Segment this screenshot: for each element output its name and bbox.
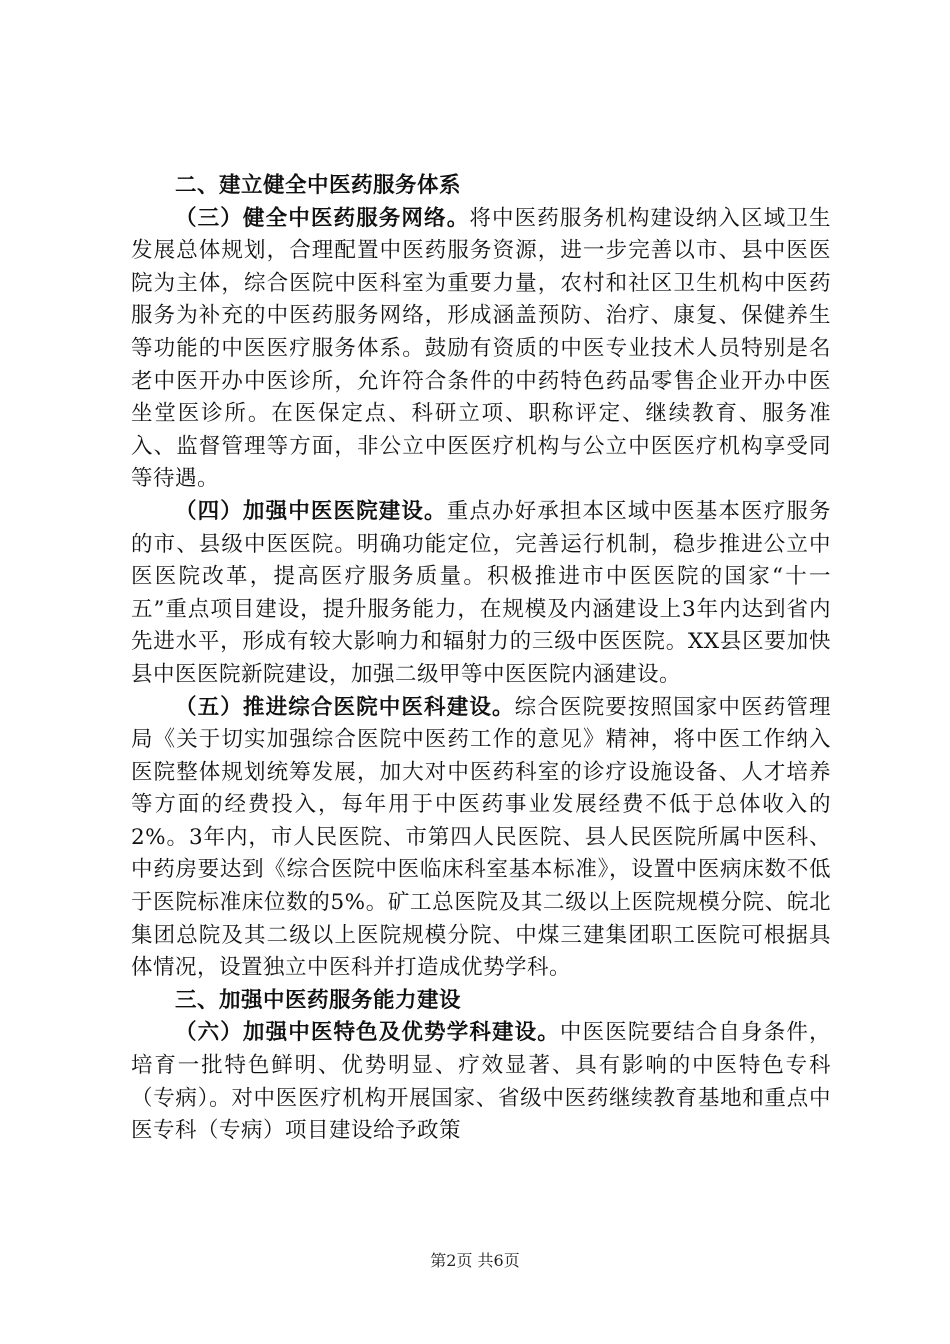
paragraph-text: 中医医院要结合自身条件，培育一批特色鲜明、优势明显、疗效显著、具有影响的中医特色专科（专病）。对中医医疗机构开展国家、省级中医药继续教育基地和重点中医专科（专病）项目建设给予政策 [131, 1020, 831, 1144]
paragraph-text: 综合医院要按照国家中医药管理局《关于切实加强综合医院中医药工作的意见》精神，将中医工作纳入医院整体规划统筹发展，加大对中医药科室的诊疗设施设备、人才培养等方面的经费投入，每年用于中医药事业发展经费不低于总体收入的2%。3年内，市人民医院、市第四人民医院、县人民医院所属中医科、中药房要达到《综合医院中医临床科室基本标准》，设置中医病床数不低于医院标准床位数的5%。矿工总医院及其二级以上医院规模分院、皖北集团总院及其二级以上医院规模分院、中煤三建集团职工医院可根据具体情况，设置独立中医科并打造成优势学科。 [131, 694, 831, 981]
paragraph-lead: （六）加强中医特色及优势学科建设。 [175, 1020, 560, 1046]
paragraph-3 [131, 203, 831, 496]
paragraph-lead: （三）健全中医药服务网络。 [175, 205, 470, 231]
paragraph-4 [131, 496, 831, 692]
paragraph-lead: （五）推进综合医院中医科建设。 [175, 694, 515, 720]
page-footer: 第2页 共6页 [430, 1251, 520, 1270]
paragraph-text: 重点办好承担本区域中医基本医疗服务的市、县级中医医院。明确功能定位，完善运行机制，稳步推进公立中医医院改革，提高医疗服务质量。积极推进市中医医院的国家“十一五”重点项目建设，提升服务能力，在规模及内涵建设上3年内达到省内先进水平，形成有较大影响力和辐射力的三级中医医院。XX县区要加快县中医医院新院建设，加强二级甲等中医医院内涵建设。 [131, 498, 831, 687]
paragraph-6 [131, 1017, 831, 1147]
paragraph-5 [131, 692, 831, 985]
section-heading-3: 三、加强中医药服务能力建设 [175, 987, 462, 1013]
section-heading-2: 二、建立健全中医药服务体系 [175, 173, 462, 198]
document-body [131, 170, 831, 1148]
paragraph-lead: （四）加强中医医院建设。 [175, 498, 447, 524]
paragraph-text: 将中医药服务机构建设纳入区域卫生发展总体规划，合理配置中医药服务资源，进一步完善以市、县中医医院为主体，综合医院中医科室为重要力量，农村和社区卫生机构中医药服务为补充的中医药服务网络，形成涵盖预防、治疗、康复、保健养生等功能的中医医疗服务体系。鼓励有资质的中医专业技术人员特别是名老中医开办中医诊所，允许符合条件的中药特色药品零售企业开办中医坐堂医诊所。在医保定点、科研立项、职称评定、继续教育、服务准入、监督管理等方面，非公立中医医疗机构与公立中医医疗机构享受同等待遇。 [131, 205, 831, 492]
